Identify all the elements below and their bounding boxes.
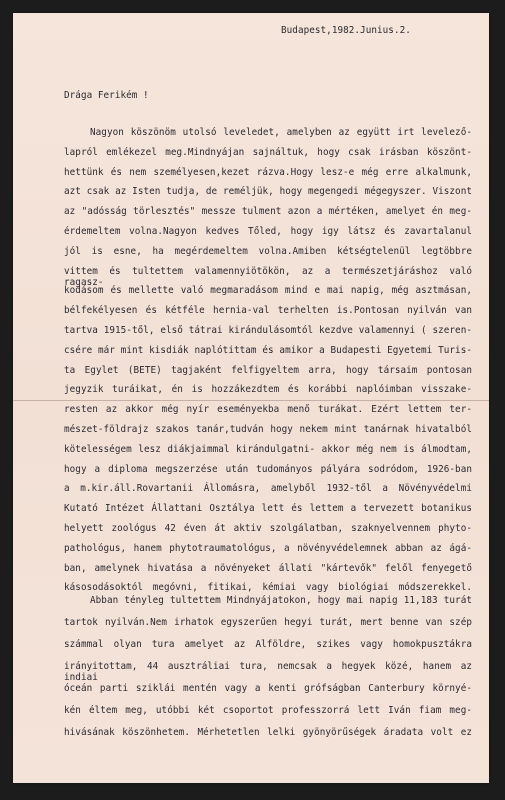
letter-line: kötelességem lesz diákjaimmal kirándulgatni- akkor még nem is álmodtam, [64,443,472,455]
letter-line: Abban tényleg tultettem Mindnyájatokon, hogy mai napig 11,183 turát [90,595,472,606]
letter-line: Kutató Intézet Állattani Osztálya lett és lettem a tervezett botanikus [64,503,472,515]
letter-line: pathológus, hanem phytotraumatológus, a növényvédelemnek abban az ágá- [64,542,472,554]
letter-line: mészet-földrajz szakos tanár,tudván hogy nekem mint tanárnak hivatalból [64,424,472,435]
letter-line: kén éltem meg, utóbbi két csoportot professzorrá lett Iván fiam meg- [64,705,472,716]
letter-line: bélfekélyesen és kétféle hernia-val terhelten is.Pontosan nyilván van [64,305,472,317]
letter-line: hogy a diploma megszerzése után tudományos pályára sodródom, 1926-ban [64,463,472,475]
letter-greeting: Drága Ferikém ! [64,90,149,101]
fold-crease [13,400,489,401]
letter-line: helyett zoológus 42 éven át aktiv szolgálatban, szaknyelvennem phyto- [64,523,472,534]
letter-line: a m.kir.áll.Rovartanii Állomásra, amelyből 1932-től a Növényvédelmi [64,483,472,495]
letter-line: kásosodásoktól megóvni, fitikai, kémiai vagy biológiai módszerekkel. [64,582,472,594]
letter-line: számmal olyan tura amelyet az Alföldre, szikes vagy homokpusztákra [64,639,472,650]
letter-line: óceán parti sziklái mentén vagy a kenti grófságban Canterbury környé- [64,683,472,694]
letter-line: lapról emlékezel meg.Mindnyájan sajnáltuk, hogy csak irásban köszönt- [64,146,472,158]
letter-line: azt csak az Isten tudja, de reméljük, hogy megengedi mégegyszer. Viszont [64,186,472,198]
letter-line: tartva 1915-től, első tátrai kirándulásomtól kezdve valamennyi ( szeren- [64,325,472,336]
letter-line: hivásának köszönhetem. Mérhetetlen lelki gyönyörűségek áradata volt ez [64,727,472,738]
letter-line: vittem és tultettem valamennyiötökön, az a természetjáráshoz való ragasz- [64,265,472,288]
letter-line: hettünk és nem személyesen,kezet rázva.Hogy lesz-e még erre alkalmunk, [64,166,472,178]
letter-line: ta Egylet (BETE) tagjaként felfigyeltem arra, hogy társaim pontosan [64,364,472,376]
letter-line: tartok nyilván.Nem irhatok egyszerűen hegyi turát, mert benne van szép [64,617,472,628]
letter-line: csére már mint kisdiák naplótittam és amikor a Budapesti Egyetemi Turis- [64,344,472,356]
letter-line: jegyzik turáikat, én is hozzákezdtem és korábbi naplóimban visszake- [64,384,472,396]
letter-line: az "adósság törlesztés" messze tulment azon a mértéken, amelyet én meg- [64,206,472,218]
letter-date: Budapest,1982.Junius.2. [281,25,411,36]
letter-line: Nagyon köszönöm utolsó leveledet, amelyben az együtt irt levelező- [90,127,472,138]
letter-line: kodásom és mellette való megmaradásom mind e mai napig, még asztmásan, [64,285,472,297]
letter-line: resten az akkor még nyír eseményekba menő turákat. Ezért lettem ter- [64,404,472,416]
letter-line: jól is esne, ha megérdemeltem volna.Amiben kétségtelenül legtöbbre [64,245,472,257]
letter-line: ban, amelynek hivatása a növényeket állati "kártevők" felől fenyegető [64,562,472,574]
letter-line: irányitottam, 44 ausztráliai tura, nemcsak a hegyek közé, hanem az indiai [64,661,472,683]
letter-line: érdemeltem volna.Nagyon kedves Tőled, hogy igy látsz és zavartalanul [64,226,472,237]
